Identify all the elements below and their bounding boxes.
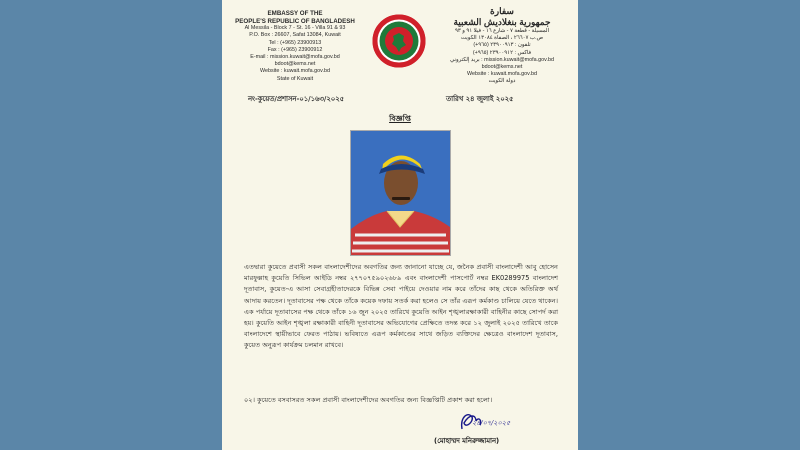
notice-date: তারিখ ২৪ জুলাই ২০২৫: [446, 95, 514, 103]
email-arabic-secondary: bdoot@kems.net: [481, 64, 523, 71]
notice-body-paragraph2: ০২। কুয়েতে বসবাসরত সকল প্রবাসী বাংলাদেশীদের অবগতির জন্য বিজ্ঞপ্তিটি প্রকাশ করা হলো।: [244, 396, 493, 404]
notice-body-paragraph1: এতদ্বারা কুয়েতে প্রবাসী সকল বাংলাদেশীদের অবগতির জন্য জানানো যাচ্ছে যে, জনৈক প্রবাসী বাংলাদেশী আবু হোসেন মারফুল্লাহ কুয়েতি সিভিল আইডি নম্বর ২৭৭০৭৫৯০২৬৮৯ এবং বাংলাদেশী পাসপোর্ট নম্বর EK0289975 বাংলাদেশ দূতাবাস, কুয়েত-এ আসা সেবাগ্রহীতাদেরকে বিভিন্ন সেবা পাইয়ে দেওয়ার নাম করে তাঁদের কাছ থেকে অতিরিক্ত অর্থ আদায় করতেন। দূতাবাসের পক্ষ থেকে তাঁকে কয়েক দফায় সতর্ক করা হলেও সে তাঁর এরূপ কর্মকাণ্ড চালিয়ে যেতে থাকেন। এক পর্যায়ে দূতাবাসের পক্ষ থেকে তাঁকে ১৬ জুন ২০২৫ তারিখে কুয়েতি আইন শৃঙ্খলারক্ষাকারী বাহিনীর কাছে সোপর্দ করা হয়। কুয়েতি আইন শৃঙ্খলা রক্ষাকারী বাহিনী দূতাবাসের অভিযোগের প্রেক্ষিতে তদন্ত করে ১২ জুলাই ২০২৫ তারিখে তাকে বাংলাদেশে স্থায়ীভাবে ফেরত পাঠায়। ভবিষ্যতে এরূপ কর্মকাণ্ডের সাথে জড়িত ব্যক্তিদের ক্ষেত্রেও বাংলাদেশ দূতাবাস, কুয়েত অনুরূপ কার্যক্রম চলমান রাখবে।: [244, 263, 559, 350]
state-name: State of Kuwait: [276, 75, 314, 82]
email-secondary: bdoot@kems.net: [274, 61, 316, 68]
notice-title: বিজ্ঞপ্তি: [389, 114, 411, 123]
notice-document: [222, 0, 578, 450]
letterhead-arabic: [428, 6, 576, 86]
website: Website : kuwait.mofa.gov.bd: [260, 68, 330, 75]
embassy-name-arabic-line1: سفارة: [490, 6, 514, 16]
email-primary: E-mail : mission.kuwait@mofa.gov.bd: [250, 54, 340, 60]
reference-number: নং-কুয়েত/প্রশাসন-০১/১৬৩/২০২৫: [248, 95, 345, 103]
address-line1: Al Messila - Block 7 - St. 16 - Villa 91 & 93: [244, 25, 346, 32]
address-arabic-line1: المسيلة - قطعة ٧ - شارع ١٦ - فيلا ٩١ و ٩٣: [454, 28, 550, 34]
email-arabic-primary: بريد إلكتروني : mission.kuwait@mofa.gov.bd: [450, 56, 554, 63]
signature-date: ২৪/০৭/২০২৫: [472, 419, 511, 427]
tel-arabic: تلفون : ٢٣٩٠٠٩١٣ (٩٦٥+): [473, 42, 531, 49]
signatory-name: (মোহাম্মদ মনিরুজ্জামান): [434, 437, 500, 445]
person-photo: [350, 130, 451, 256]
address-line2: P.O. Box : 26607, Safat 13084, Kuwait: [249, 32, 341, 39]
state-name-arabic: دولة الكويت: [488, 78, 516, 85]
website-arabic: Website : kuwait.mofa.gov.bd: [467, 71, 537, 78]
letterhead-english: [222, 10, 368, 83]
address-arabic-line2: ص.ب ٢٦٦٠٧ ، الصفاة ١٣٠٨٤ الكويت: [460, 35, 543, 42]
fax-number: Fax : (+965) 23900912: [267, 46, 323, 53]
tel-number: Tel : (+965) 23900913: [268, 39, 322, 46]
government-seal-icon: [372, 14, 426, 68]
embassy-name-line1: EMBASSY OF THE: [267, 10, 323, 17]
fax-arabic: فاكس : ٢٣٩٠٠٩١٢ (٩٦٥+): [472, 49, 532, 56]
embassy-name-line2: PEOPLE'S REPUBLIC OF BANGLADESH: [235, 17, 355, 25]
embassy-name-arabic-line2: جمهورية بنغلاديش الشعبية: [453, 17, 551, 27]
